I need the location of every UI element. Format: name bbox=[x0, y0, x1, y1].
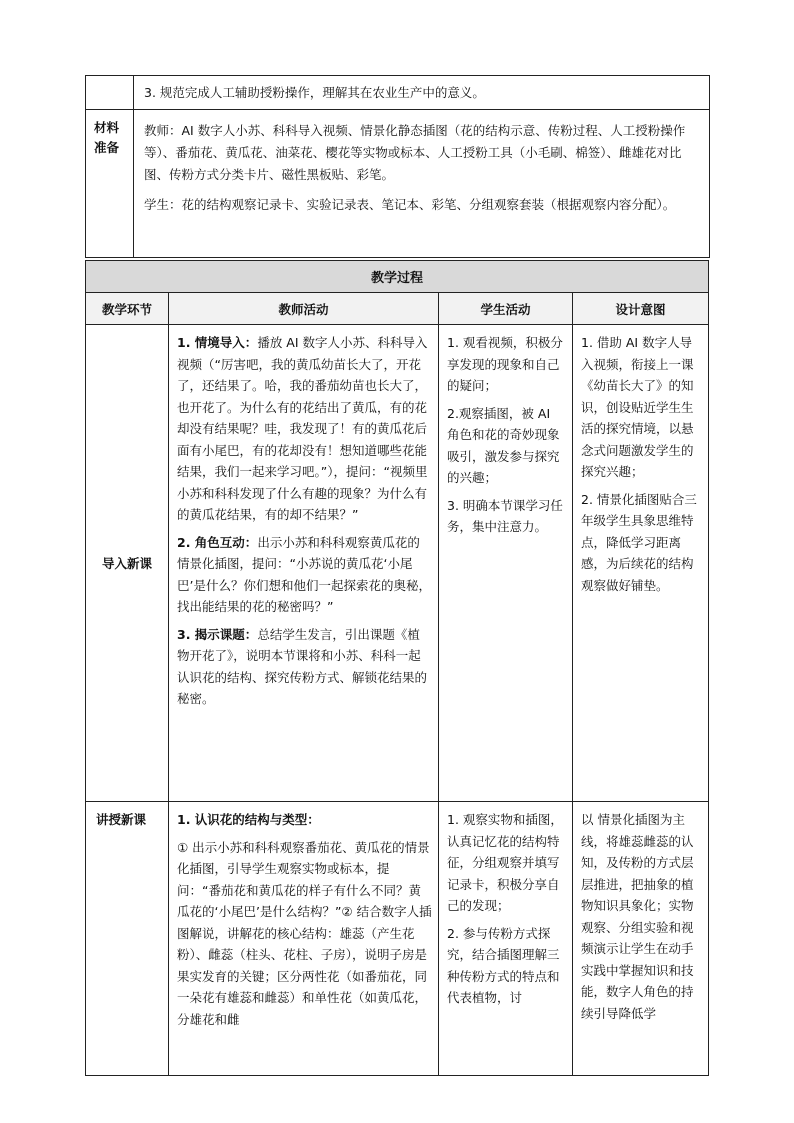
stage-label: 导入新课 bbox=[86, 325, 169, 802]
student-item: 1. 观察实物和插图，认真记忆花的结构特征，分组观察并填写记录卡，积极分享自己的发现； bbox=[447, 812, 563, 913]
teacher-step bbox=[177, 837, 432, 1031]
intent-item: 2. 情景化插图贴合三年级学生具象思维特点，降低学习距离感，为后续花的结构观察做好铺垫。 bbox=[581, 491, 697, 593]
header-teacher-activity: 教师活动 bbox=[169, 293, 439, 325]
teacher-activity-cell bbox=[169, 802, 439, 1076]
student-item: 2.观察插图，被 AI 角色和花的奇妙现象吸引，激发参与探究的兴趣； bbox=[447, 405, 560, 485]
materials-cell bbox=[134, 110, 710, 258]
process-row-lecture bbox=[86, 802, 709, 1076]
teacher-step-text: 播放 AI 数字人小苏、科科导入视频（“厉害吧，我的黄瓜幼苗长大了，开花了，还结果了。哈，我的番茄幼苗也长大了，也开花了。为什么有的花结出了黄瓜，有的花却没有结果呢？哇，我发现了！有的黄瓜花后面有小尾巴，有的花却没有！想知道哪些花能结果，我们一起来学习吧。”），提问：“视频里小苏和科科发现了什么有趣的现象？为什么有的黄瓜花结果，有的却不结果？” bbox=[177, 335, 428, 522]
teacher-step bbox=[177, 532, 432, 618]
teacher-step-title: 1. 认识花的结构与类型： bbox=[177, 812, 320, 827]
empty-label-cell bbox=[86, 76, 134, 110]
lesson-info-table bbox=[85, 75, 710, 258]
header-student-activity: 学生活动 bbox=[439, 293, 573, 325]
materials-label bbox=[86, 110, 134, 258]
objective-item-3: 3. 规范完成人工辅助授粉操作，理解其在农业生产中的意义。 bbox=[144, 84, 485, 100]
teaching-process-table bbox=[85, 260, 709, 1076]
design-intent-cell bbox=[573, 325, 709, 802]
student-item: 1. 观看视频，积极分享发现的现象和自己的疑问； bbox=[447, 335, 563, 393]
teacher-step-title: 3. 揭示课题： bbox=[177, 626, 258, 642]
teacher-step bbox=[177, 332, 432, 526]
teacher-step-title: 2. 角色互动： bbox=[177, 534, 258, 550]
header-stage: 教学环节 bbox=[86, 293, 169, 325]
student-materials: 学生：花的结构观察记录卡、实验记录表、笔记本、彩笔、分组观察套装（根据观察内容分配）。 bbox=[144, 197, 676, 212]
student-item: 2. 参与传粉方式探究，结合插图理解三种传粉方式的特点和代表植物，讨 bbox=[447, 925, 560, 1005]
teacher-step bbox=[177, 624, 432, 710]
teacher-step bbox=[177, 809, 432, 831]
teacher-step-text: 出示小苏和科科观察黄瓜花的情景化插图，提问：“小苏说的黄瓜花‘小尾巴’是什么？你们想和他们一起探索花的奥秘，找出能结果的花的秘密吗？” bbox=[177, 534, 431, 614]
objective-cell bbox=[134, 76, 710, 110]
student-activity-cell bbox=[439, 802, 573, 1076]
intent-item: 以 情景化插图为主线，将雄蕊雌蕊的认知，及传粉的方式层层推进，把抽象的植物知识具象化；实物观察、分组实验和视频演示让学生在动手实践中掌握知识和技能，数字人角色的持续引导降低学 bbox=[581, 812, 694, 1021]
materials-label-line-1: 材料 bbox=[94, 120, 120, 135]
student-activity-cell bbox=[439, 325, 573, 802]
header-design-intent: 设计意图 bbox=[573, 293, 709, 325]
design-intent-cell bbox=[573, 802, 709, 1076]
teacher-activity-cell bbox=[169, 325, 439, 802]
intent-item: 1. 借助 AI 数字人导入视频，衔接上一课《幼苗长大了》的知识，创设贴近学生生活的探究情境，以悬念式问题激发学生的探究兴趣； bbox=[581, 335, 694, 479]
teacher-step-text: ① 出示小苏和科科观察番茄花、黄瓜花的情景化插图，引导学生观察实物或标本，提问：“番茄花和黄瓜花的样子有什么不同？黄瓜花的‘小尾巴’是什么结构？”② 结合数字人插图解说，讲解花的核心结构：雄蕊（产生花粉）、雌蕊（柱头、花柱、子房），说明子房是果实发育的关键；区分两性花（如番茄花，同一朵花有雄蕊和雌蕊）和单性花（如黄瓜花，分雄花和雌 bbox=[177, 839, 432, 1027]
materials-label-line-2: 准备 bbox=[94, 140, 120, 155]
student-item: 3. 明确本节课学习任务，集中注意力。 bbox=[447, 497, 563, 534]
teacher-materials: 教师：AI 数字人小苏、科科导入视频、情景化静态插图（花的结构示意、传粉过程、人工授粉操作等）、番茄花、黄瓜花、油菜花、樱花等实物或标本、人工授粉工具（小毛刷、棉签）、雌雄花对比图、传粉方式分类卡片、磁性黑板贴、彩笔。 bbox=[144, 123, 686, 182]
process-row-intro bbox=[86, 325, 709, 802]
teacher-step-title: 1. 情境导入： bbox=[177, 335, 258, 350]
teacher-step-text: 总结学生发言，引出课题《植物开花了》，说明本节课将和小苏、科科一起认识花的结构、探究传粉方式、解锁花结果的秘密。 bbox=[177, 626, 428, 706]
process-title: 教学过程 bbox=[86, 261, 709, 293]
stage-label: 讲授新课 bbox=[86, 802, 169, 1076]
